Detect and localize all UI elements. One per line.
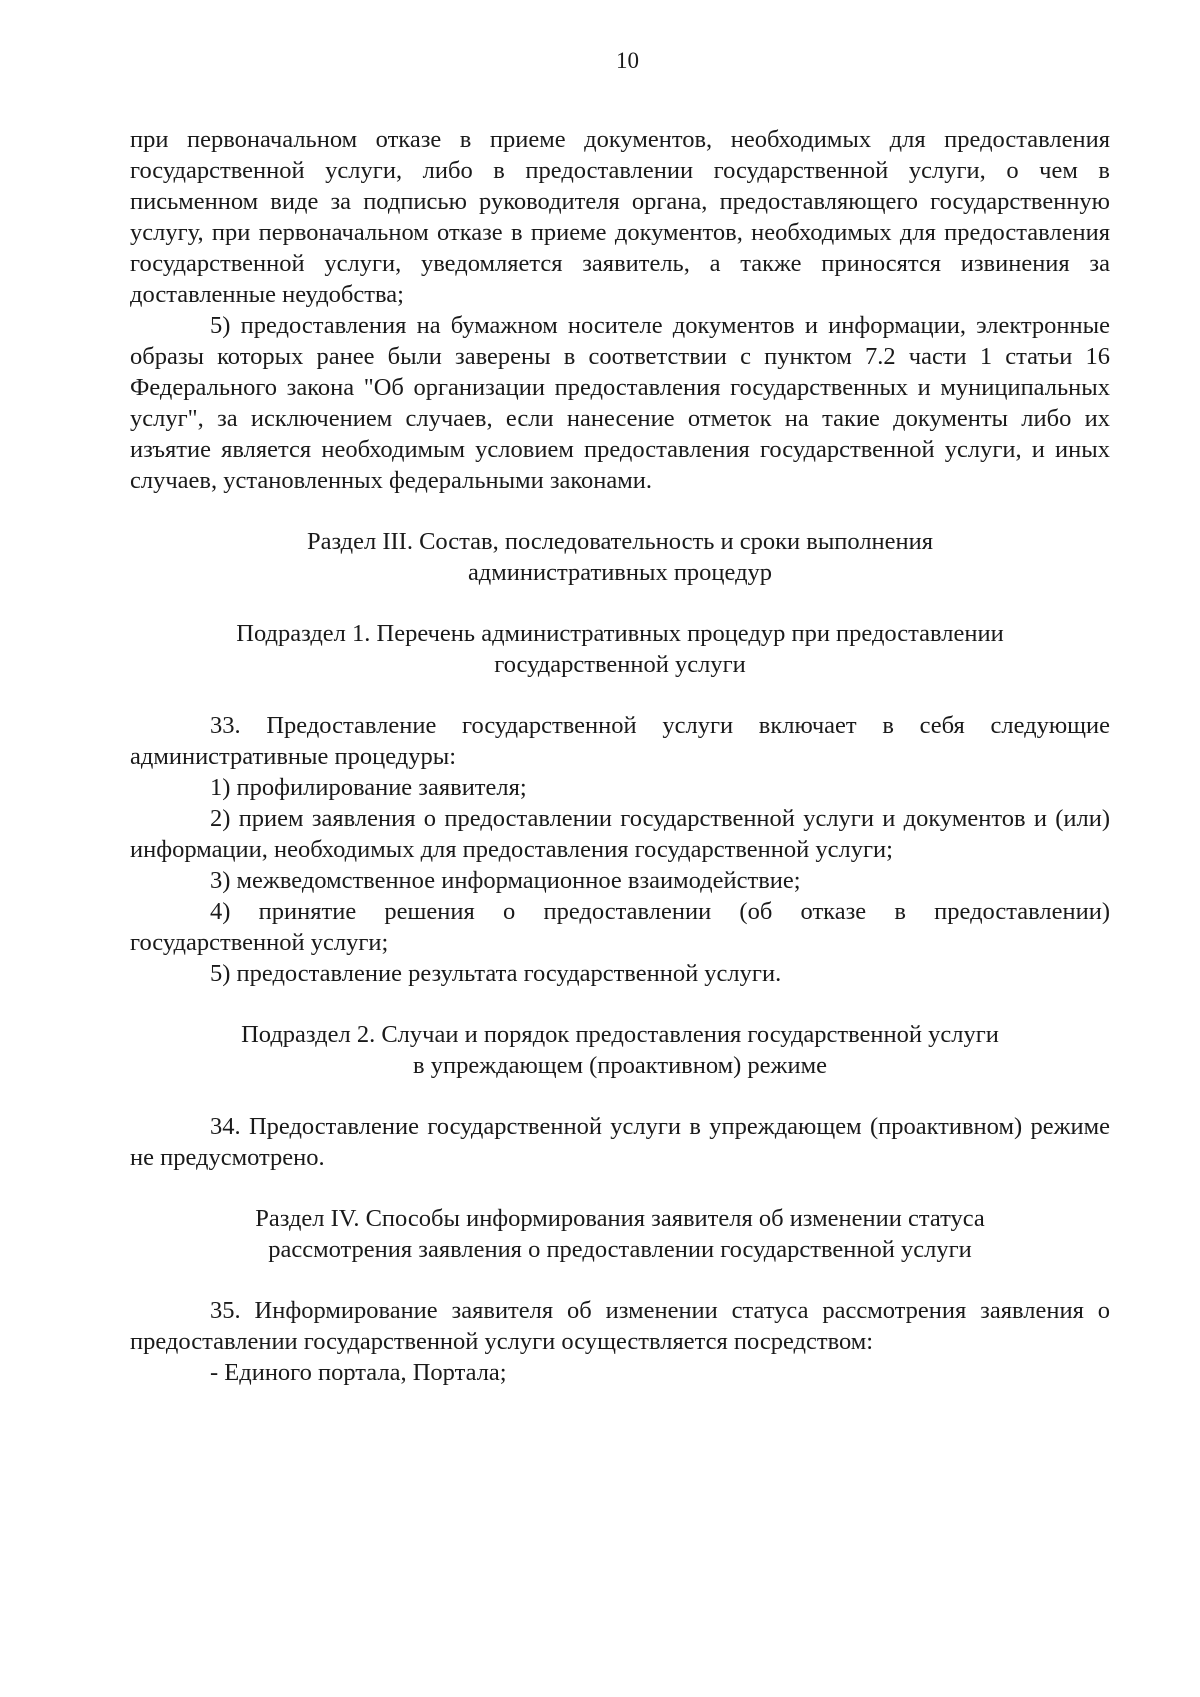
clause-35-intro: 35. Информирование заявителя об изменении статуса рассмотрения заявления о предоставлении государственной услуги осуществляется посредством: [130,1297,1110,1355]
document-body [130,124,1110,1388]
clause-33-item-3: 3) межведомственное информационное взаимодействие; [210,867,801,894]
clause-33-intro: 33. Предоставление государственной услуги включает в себя следующие административные процедуры: [130,712,1110,770]
subsection-2-heading-line-1: Подраздел 2. Случаи и порядок предоставления государственной услуги [241,1021,999,1048]
section-3-heading-line-2: административных процедур [467,559,773,586]
clause-33-item-2: 2) прием заявления о предоставлении государственной услуги и документов и (или) информации, необходимых для предоставления государственной услуги; [130,805,1110,863]
section-3-heading [130,526,1110,588]
section-3-heading-line-1: Раздел III. Состав, последовательность и сроки выполнения [306,528,934,555]
clause-33-item-4: 4) принятие решения о предоставлении (об отказе в предоставлении) государственной услуги; [130,898,1110,956]
subsection-2-heading [130,1019,1110,1081]
clause-33-item-1: 1) профилирование заявителя; [210,774,527,801]
subsection-1-heading [130,618,1110,680]
section-4-heading-line-2: рассмотрения заявления о предоставлении государственной услуги [268,1236,972,1263]
paragraph-item-5-paper-documents: 5) предоставления на бумажном носителе документов и информации, электронные образы которых ранее были заверены в соответствии с пунктом 7.2 части 1 статьи 16 Федерального закона "Об организации предоставления государственных и муниципальных услуг", за исключением случаев, если нанесение отметок на такие документы либо их изъятие является необходимым условием предоставления государственной услуги, и иных случаев, установленных федеральными законами. [130,312,1110,494]
clause-33-item-5: 5) предоставление результата государственной услуги. [210,960,782,987]
subsection-2-heading-line-2: в упреждающем (проактивном) режиме [413,1052,827,1079]
section-4-heading-line-1: Раздел IV. Способы информирования заявителя об изменении статуса [255,1205,985,1232]
clause-35-item-1: - Единого портала, Портала; [210,1359,507,1386]
clause-34: 34. Предоставление государственной услуги в упреждающем (проактивном) режиме не предусмотрено. [130,1113,1110,1171]
subsection-1-heading-line-1: Подраздел 1. Перечень административных процедур при предоставлении [236,620,1004,647]
subsection-1-heading-line-2: государственной услуги [494,651,746,678]
page-number: 10 [616,48,639,73]
paragraph-refusal-notification: при первоначальном отказе в приеме документов, необходимых для предоставления государственной услуги, либо в предоставлении государственной услуги, о чем в письменном виде за подписью руководителя органа, предоставляющего государственную услугу, при первоначальном отказе в приеме документов, необходимых для предоставления государственной услуги, уведомляется заявитель, а также приносятся извинения за доставленные неудобства; [130,126,1110,308]
section-4-heading [130,1203,1110,1265]
